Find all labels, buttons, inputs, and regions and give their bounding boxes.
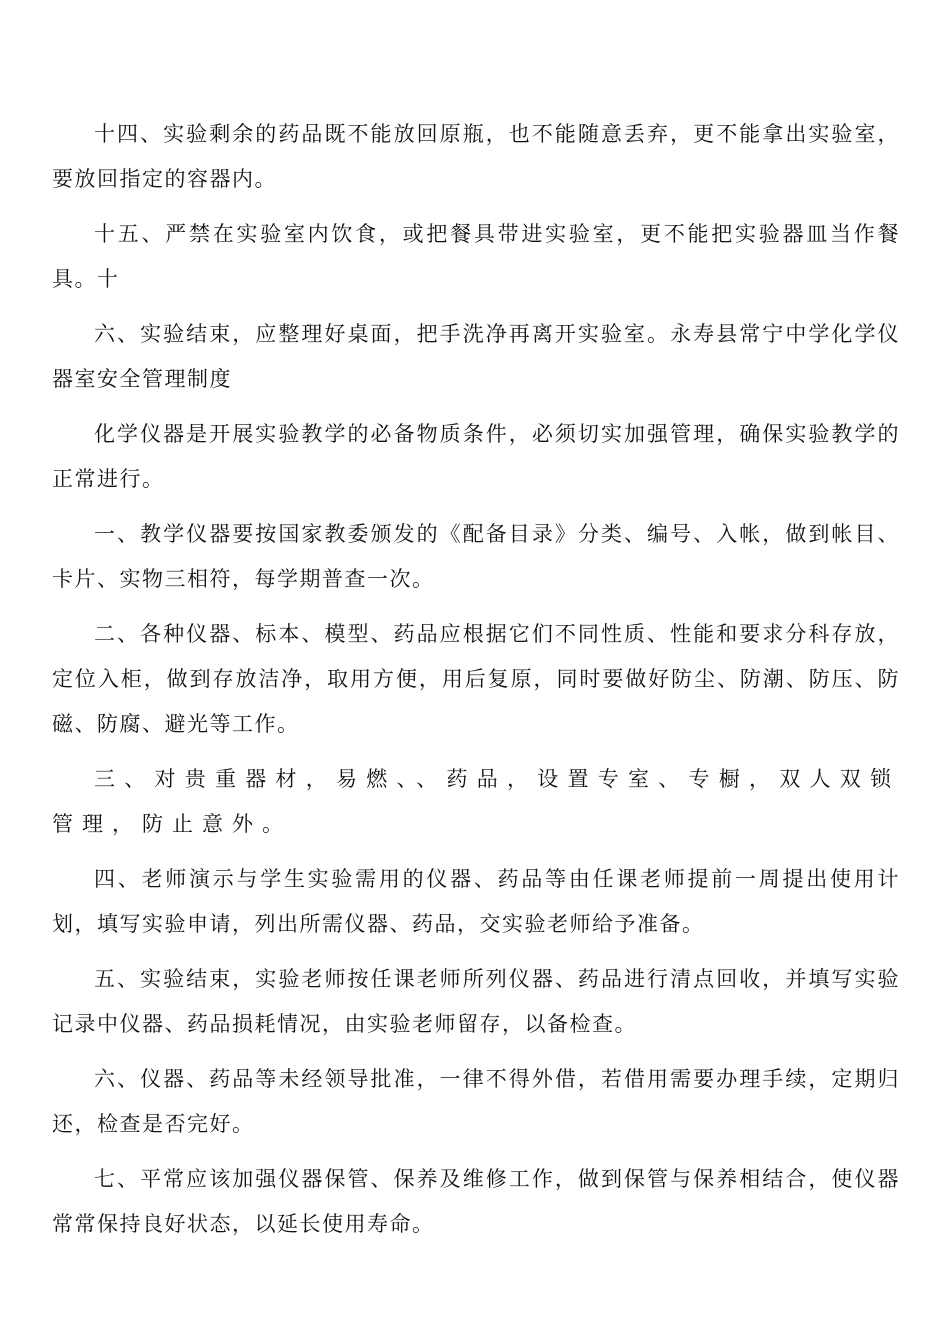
paragraph-rule-3: 三、对贵重器材，易燃、、药品，设置专室、专橱，双人双锁管理，防止意外。 <box>52 767 900 836</box>
paragraph-rule-2: 二、各种仪器、标本、模型、药品应根据它们不同性质、性能和要求分科存放，定位入柜，做到存放洁净，取用方便，用后复原，同时要做好防尘、防潮、防压、防磁、防腐、避光等工作。 <box>52 622 900 736</box>
paragraph-rule-4: 四、老师演示与学生实验需用的仪器、药品等由任课老师提前一周提出使用计划，填写实验申请，列出所需仪器、药品，交实验老师给予准备。 <box>52 867 900 936</box>
paragraph-intro: 化学仪器是开展实验教学的必备物质条件，必须切实加强管理，确保实验教学的正常进行。 <box>52 422 900 491</box>
document-body <box>52 112 900 1257</box>
paragraph-15: 十五、严禁在实验室内饮食，或把餐具带进实验室，更不能把实验器皿当作餐具。十 <box>52 222 900 291</box>
paragraph-rule-7: 七、平常应该加强仪器保管、保养及维修工作，做到保管与保养相结合，使仪器常常保持良好状态，以延长使用寿命。 <box>52 1167 900 1236</box>
paragraph-rule-5: 五、实验结束，实验老师按任课老师所列仪器、药品进行清点回收，并填写实验记录中仪器、药品损耗情况，由实验老师留存，以备检查。 <box>52 967 900 1036</box>
paragraph-rule-1: 一、教学仪器要按国家教委颁发的《配备目录》分类、编号、入帐，做到帐目、卡片、实物三相符，每学期普查一次。 <box>52 522 900 591</box>
paragraph-16-and-title: 六、实验结束，应整理好桌面，把手洗净再离开实验室。永寿县常宁中学化学仪器室安全管理制度 <box>52 322 900 391</box>
paragraph-rule-6: 六、仪器、药品等未经领导批准，一律不得外借，若借用需要办理手续，定期归还，检查是否完好。 <box>52 1067 900 1136</box>
paragraph-14: 十四、实验剩余的药品既不能放回原瓶，也不能随意丢弃，更不能拿出实验室，要放回指定的容器内。 <box>52 122 900 191</box>
